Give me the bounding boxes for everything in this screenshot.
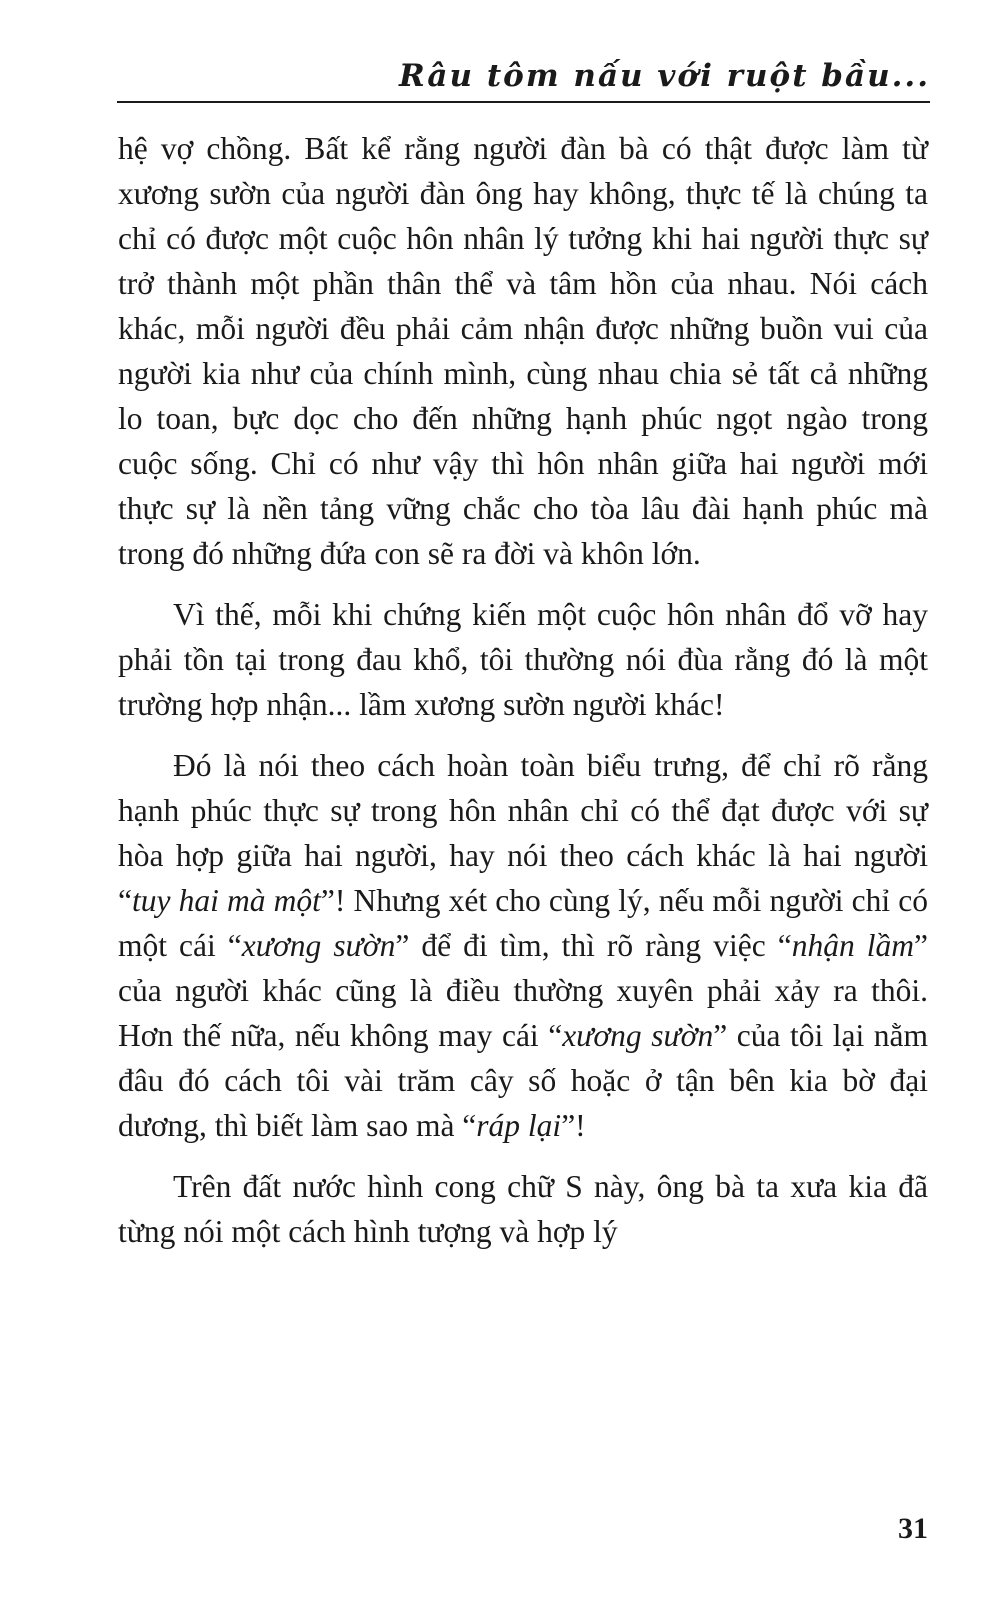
paragraph-continued: hệ vợ chồng. Bất kể rằng người đàn bà có thật được làm từ xương sườn của người đàn ông hay không, thực tế là chúng ta chỉ có được một cuộc hôn nhân lý tưởng khi hai người thực sự trở thành một phần thân thể và tâm hồn của nhau. Nói cách khác, mỗi người đều phải cảm nhận được những buồn vui của người kia như của chính mình, cùng nhau chia sẻ tất cả những lo toan, bực dọc cho đến những hạnh phúc ngọt ngào trong cuộc sống. Chỉ có như vậy thì hôn nhân giữa hai người mới thực sự là nền tảng vững chắc cho tòa lâu đài hạnh phúc mà trong đó những đứa con sẽ ra đời và khôn lớn. xyxy=(118,131,928,571)
italic-phrase: tuy hai mà một xyxy=(131,883,321,918)
body-text xyxy=(118,126,928,1270)
paragraph-text-run: ” của tôi lại nằm đâu đó cách tôi vài trăm cây số hoặc ở tận bên kia bờ đại dương, thì biết làm sao mà “ xyxy=(118,1018,928,1143)
running-header xyxy=(117,50,930,102)
page-number: 31 xyxy=(898,1512,928,1545)
italic-phrase: nhận lầm xyxy=(791,928,915,963)
paragraph-text-run: ” của người khác cũng là điều thường xuyên phải xảy ra thôi. Hơn thế nữa, nếu không may cái “ xyxy=(118,928,928,1053)
paragraph-s-shaped-country: Trên đất nước hình cong chữ S này, ông bà ta xưa kia đã từng nói một cách hình tượng và hợp lý xyxy=(118,1169,928,1249)
paragraph-symbolic xyxy=(118,743,928,1148)
running-title: Râu tôm nấu với ruột bầu... xyxy=(398,58,930,94)
italic-phrase: ráp lại xyxy=(476,1108,562,1143)
paragraph-text-run: ”! Nhưng xét cho cùng lý, nếu mỗi người chỉ có một cái “ xyxy=(118,883,929,963)
italic-phrase: xương sườn xyxy=(241,928,396,963)
paragraph-text-run: ” để đi tìm, thì rõ ràng việc “ xyxy=(395,928,792,963)
paragraph-text-run: ”! xyxy=(561,1108,586,1143)
header-rule xyxy=(117,101,930,103)
paragraph-broken-marriage: Vì thế, mỗi khi chứng kiến một cuộc hôn nhân đổ vỡ hay phải tồn tại trong đau khổ, tôi thường nói đùa rằng đó là một trường hợp nhận... lầm xương sườn người khác! xyxy=(118,597,928,722)
paragraph-text-run: Đó là nói theo cách hoàn toàn biểu trưng, để chỉ rõ rằng hạnh phúc thực sự trong hôn nhân chỉ có thể đạt được với sự hòa hợp giữa hai người, hay nói theo cách khác là hai người “ xyxy=(118,748,928,918)
italic-phrase: xương sườn xyxy=(562,1018,714,1053)
